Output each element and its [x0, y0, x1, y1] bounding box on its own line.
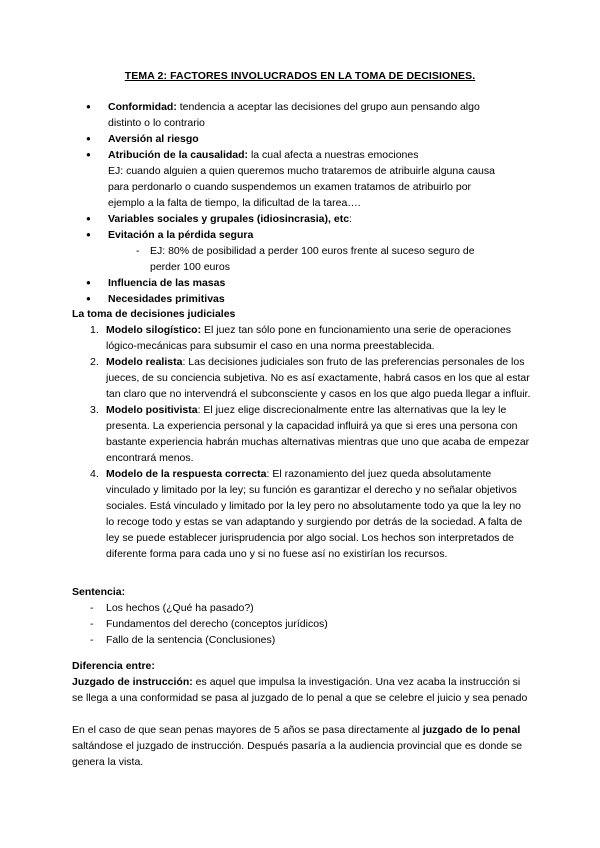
judicial-section: [72, 306, 532, 562]
list-item: - Fallo de la sentencia (Conclusiones): [72, 632, 532, 648]
model-text: El juez tan sólo pone en funcionamiento una serie de operaciones lógico-mecánicas para subsumir el caso en una norma preestablecida.: [106, 324, 512, 352]
factor-label: Necesidades primitivas: [108, 293, 225, 305]
list-item: [86, 211, 506, 227]
paragraph: [72, 722, 532, 770]
model-text: : El juez elige discrecionalmente entre las alternativas que la ley le presenta. La experiencia personal y la capacidad influirá ya que si eres una persona con bastante experiencia habrán muchas alternativas mientras que uno que acaba de empezar encontrará menos.: [106, 404, 530, 464]
model-label: Modelo silogístico:: [106, 324, 202, 336]
term-label: Juzgado de instrucción:: [72, 676, 193, 688]
term-text: es aquel que impulsa la investigación. Una vez acaba la instrucción si se llega a una conformidad se pasa al juzgado de lo penal a que se celebre el juicio y sea penado: [72, 676, 528, 704]
list-item: [86, 291, 506, 307]
factors-list: [86, 99, 506, 307]
factor-text: :: [349, 213, 352, 225]
item-number: 4.: [90, 468, 99, 480]
model-text: : Las decisiones judiciales son fruto de las preferencias personales de los jueces, de su conciencia subjetiva. No es así exactamente, habrá casos en los que al estar tan claro que no intervendrá el subconsciente y casos en los que algo pueda llegar a influir.: [106, 356, 531, 400]
page-title: TEMA 2: FACTORES INVOLUCRADOS EN LA TOMA DE DECISIONES.: [124, 70, 476, 82]
list-item: - Los hechos (¿Qué ha pasado?): [72, 600, 532, 616]
item-number: 2.: [90, 356, 99, 368]
factor-label: Conformidad:: [108, 101, 177, 113]
list-item: [72, 322, 532, 354]
paragraph: [72, 674, 532, 706]
sub-list-item: - EJ: 80% de posibilidad a perder 100 euros frente al suceso seguro de perder 100 euros: [136, 243, 506, 275]
diferencia-section: [72, 658, 532, 770]
sentencia-section: [72, 584, 532, 648]
paragraph-text: saltándose el juzgado de instrucción. Después pasaría a la audiencia provincial que es donde se genera la vista.: [72, 740, 523, 768]
paragraph-text: En el caso de que sean penas mayores de 5 años se pasa directamente al: [72, 724, 423, 736]
list-item: [72, 466, 532, 562]
list-item: [86, 131, 506, 147]
item-number: 3.: [90, 404, 99, 416]
model-label: Modelo de la respuesta correcta: [106, 468, 267, 480]
list-item: [72, 354, 532, 402]
list-item: [86, 275, 506, 291]
sub-list: [108, 243, 506, 275]
section-heading: La toma de decisiones judiciales: [72, 308, 236, 320]
judicial-models-list: [72, 322, 532, 562]
list-item: - Fundamentos del derecho (conceptos jurídicos): [72, 616, 532, 632]
factor-text: tendencia a aceptar las decisiones del grupo aun pensando algo distinto o lo contrario: [108, 101, 480, 129]
factor-text: la cual afecta a nuestras emociones: [248, 149, 419, 161]
factor-example: EJ: cuando alguien a quien queremos mucho trataremos de atribuirle alguna causa para perdonarlo o cuando suspendemos un examen tratamos de atribuirlo por ejemplo a la falta de tiempo, la dificultad de la tarea….: [108, 165, 495, 209]
term-bold: juzgado de lo penal: [422, 724, 521, 736]
factor-label: Aversión al riesgo: [108, 133, 199, 145]
factor-label: Variables sociales y grupales (idiosincrasia), etc: [108, 213, 350, 225]
section-heading: Diferencia entre:: [72, 660, 155, 672]
list-item: [86, 147, 506, 211]
item-number: 1.: [90, 324, 99, 336]
list-item: [86, 99, 506, 131]
sentencia-list: [72, 600, 532, 648]
factor-label: Atribución de la causalidad:: [108, 149, 249, 161]
model-label: Modelo positivista: [106, 404, 198, 416]
model-text: : El razonamiento del juez queda absolutamente vinculado y limitado por la ley; su función es garantizar el derecho y no señalar objetivos sociales. Está vinculado y limitado por la ley pero no absolutamente todo ya que la ley no lo recoge todo y estas se van adaptando y surgiendo por detrás de la sociedad. A falta de ley se puede establecer jurisprudencia por algo social. Los hechos son interpretados de diferente forma para cada uno y si no fuese así no existirían los recursos.: [106, 468, 523, 560]
section-heading: Sentencia:: [72, 586, 126, 598]
list-item: [72, 402, 532, 466]
factor-label: Influencia de las masas: [108, 277, 226, 289]
factor-label: Evitación a la pérdida segura: [108, 229, 254, 241]
list-item: [86, 227, 506, 275]
model-label: Modelo realista: [106, 356, 183, 368]
